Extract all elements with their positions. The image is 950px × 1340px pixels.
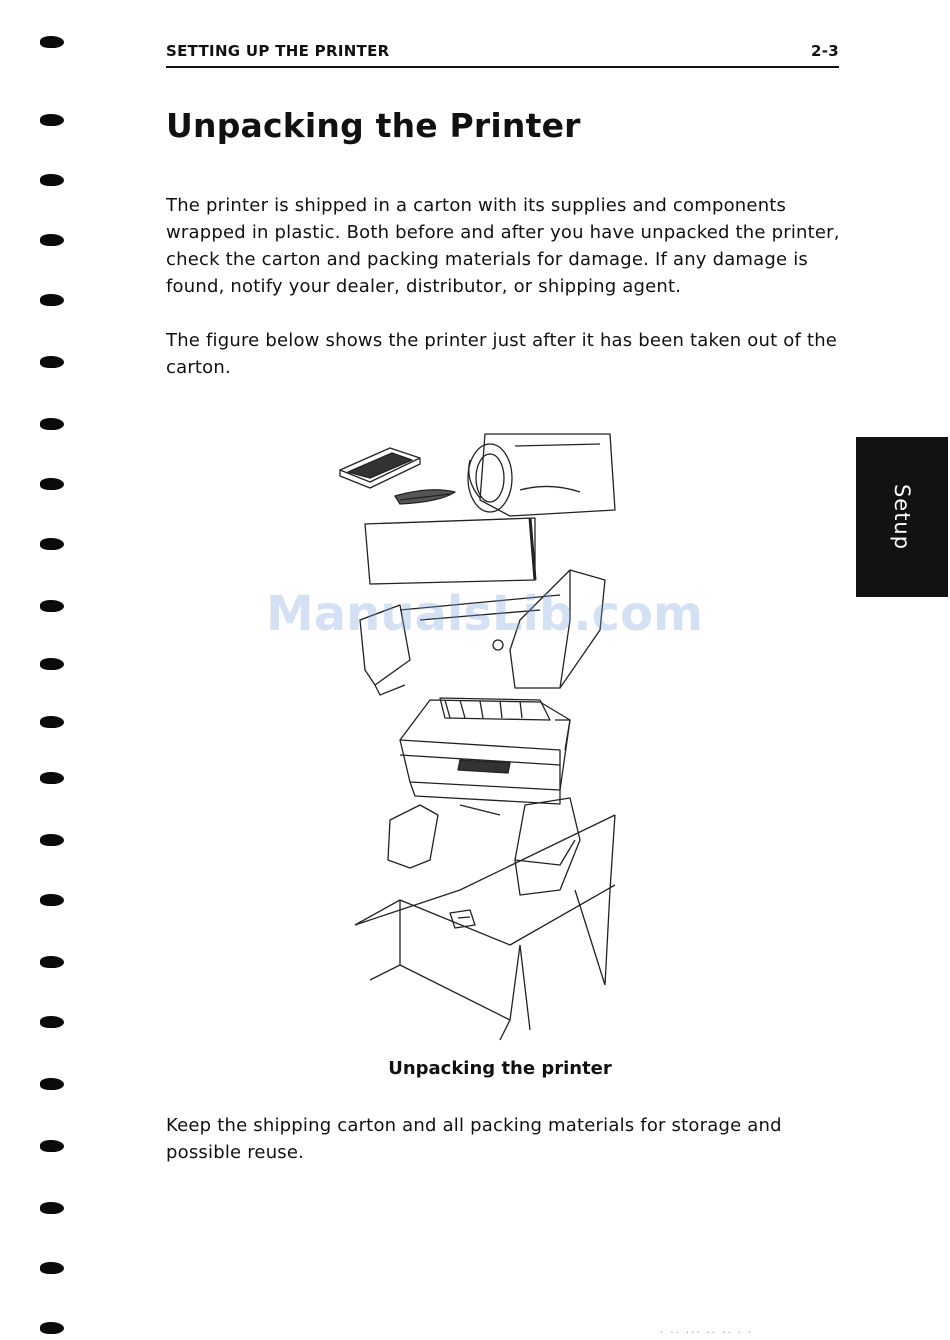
binding-hole [40, 716, 64, 728]
binding-hole [40, 600, 64, 612]
binding-hole [40, 36, 64, 48]
binding-hole [40, 1262, 64, 1274]
paragraph-keep-carton: Keep the shipping carton and all packing materials for storage and possible reuse. [166, 1115, 782, 1163]
header-section-title: SETTING UP THE PRINTER [166, 42, 390, 60]
watermark: ManualsLib.com [266, 586, 703, 642]
plastic-bag-drawing [468, 434, 615, 516]
ribbon-drawing [395, 490, 455, 504]
binding-hole [40, 478, 64, 490]
section-tab-setup [856, 437, 948, 597]
binding-hole [40, 114, 64, 126]
paragraph-figure-intro: The figure below shows the printer just after it has been taken out of the carton. [166, 330, 838, 378]
binding-hole [40, 834, 64, 846]
binding-hole [40, 956, 64, 968]
binding-hole [40, 1016, 64, 1028]
page-title: Unpacking the Printer [166, 106, 581, 145]
binding-hole [40, 174, 64, 186]
binding-hole [40, 1202, 64, 1214]
binding-hole [40, 538, 64, 550]
binding-hole [40, 894, 64, 906]
unpacking-illustration [320, 420, 650, 1050]
running-header [166, 40, 839, 68]
binding-hole [40, 1078, 64, 1090]
supplies-box-drawing [340, 448, 420, 488]
binding-hole [40, 234, 64, 246]
binding-hole [40, 1140, 64, 1152]
tray-drawing [365, 518, 535, 584]
section-tab-label: Setup [890, 483, 914, 551]
binding-hole [40, 294, 64, 306]
figure-caption: Unpacking the printer [388, 1058, 612, 1079]
paragraph-shipping: The printer is shipped in a carton with its supplies and components wrapped in plastic. Both before and after you have unpacked the printer, check the carton and packing materials for damage. If any damage is found, notify your dealer, distributor, or shipping agent. [166, 195, 840, 297]
binding-hole [40, 1322, 64, 1334]
binding-holes [40, 0, 70, 1340]
printer-drawing [400, 698, 570, 804]
binding-hole [40, 418, 64, 430]
footer-code: · ·· ··· ·· ·· · · [660, 1328, 754, 1339]
binding-hole [40, 772, 64, 784]
binding-hole [40, 356, 64, 368]
binding-hole [40, 658, 64, 670]
header-page-number: 2-3 [811, 42, 839, 60]
